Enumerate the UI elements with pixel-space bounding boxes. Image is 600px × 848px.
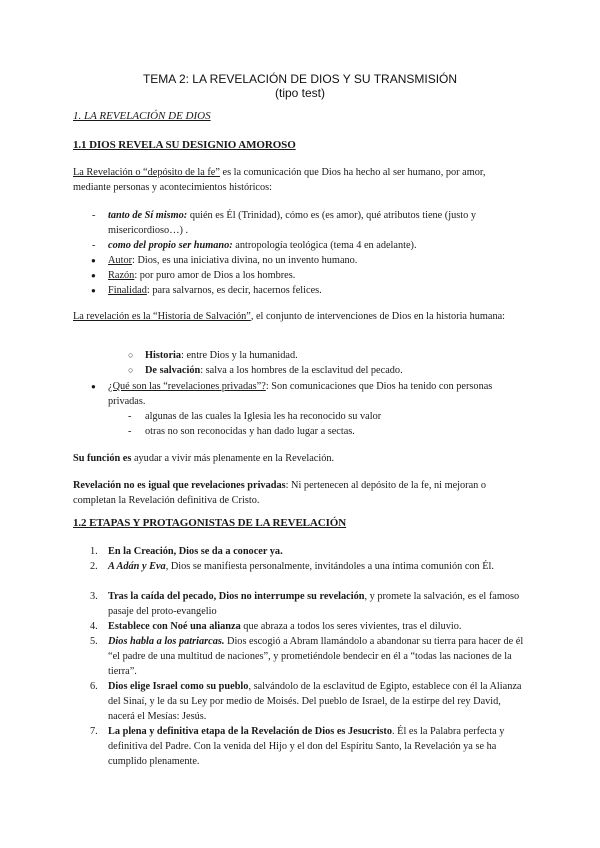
bullet-icon: ●	[91, 256, 96, 265]
intro-term: La Revelación o “depósito de la fe”	[73, 167, 220, 178]
list-item-bold: Tras la caída del pecado, Dios no interrumpe su revelación	[108, 591, 365, 602]
list-item	[108, 679, 528, 724]
list-number: 1.	[90, 546, 98, 557]
list-item-text: : Dios, es una iniciativa divina, no un invento humano.	[132, 255, 358, 266]
list-item-underlined: Finalidad	[108, 285, 147, 296]
list-marker: -	[128, 411, 132, 422]
list-item	[108, 208, 524, 238]
bullet-icon: ●	[91, 382, 96, 391]
list-item	[108, 283, 524, 298]
list-marker: -	[128, 426, 132, 437]
document-subtitle: (tipo test)	[274, 86, 325, 100]
intro-paragraph	[73, 165, 523, 195]
intro-text: es la comunicación que Dios ha hecho al ser humano, por amor, mediante personas y acontecimientos históricos:	[73, 167, 486, 193]
document-title: TEMA 2: LA REVELACIÓN DE DIOS Y SU TRANSMISIÓN	[142, 72, 458, 86]
list-item-bold: En la Creación, Dios se da a conocer ya.	[108, 546, 283, 557]
list-item-text: : salva a los hombres de la esclavitud del pecado.	[200, 365, 403, 376]
list-item: otras no son reconocidas y han dado lugar a sectas.	[145, 426, 355, 437]
funcion-text: ayudar a vivir más plenamente en la Revelación.	[131, 453, 335, 464]
list-item-text: quién es Él (Trinidad), cómo es (es amor), qué atributos tiene (justo y misericordioso…) .	[108, 210, 476, 236]
list-item-bold: como del propio ser humano:	[108, 240, 233, 251]
list-item-text: que abraza a todos los seres vivientes, tras el diluvio.	[240, 621, 462, 632]
list-item-bold: Historia	[145, 350, 182, 361]
list-item-text: : entre Dios y la humanidad.	[181, 350, 298, 361]
list-item-bold: Establece con Noé una alianza	[108, 621, 241, 632]
privadas-question: ¿Qué son las “revelaciones privadas”?	[108, 381, 266, 392]
list-number: 5.	[90, 636, 98, 647]
list-item-underlined: Razón	[108, 270, 135, 281]
list-item-bold: A Adán y Eva	[108, 561, 166, 572]
list-item	[108, 238, 524, 253]
bullet-icon: ●	[91, 286, 96, 295]
list-item-underlined: Autor	[108, 255, 133, 266]
list-item	[108, 619, 528, 634]
subsection-heading-1-2: 1.2 ETAPAS Y PROTAGONISTAS DE LA REVELACIÓN	[73, 517, 347, 529]
list-item-text: , salvándolo de la esclavitud de Egipto, establece con él la Alianza del Sinaí, y le da su Ley por medio de Moisés. Del pueblo de Israel, de la estirpe del rey David, nacerá el Mesías: Jesús.	[108, 681, 522, 722]
list-item-text: , Dios se manifiesta personalmente, invitándoles a una íntima comunión con Él.	[165, 561, 494, 572]
list-item-bold: tanto de Sí mismo:	[108, 210, 188, 221]
funcion-bold: Su función es	[73, 453, 132, 464]
list-number: 7.	[90, 726, 98, 737]
circle-bullet-icon: ○	[128, 365, 134, 375]
revelacion-note-paragraph	[73, 478, 523, 508]
privadas-text: : Son comunicaciones que Dios ha tenido con personas privadas.	[108, 381, 493, 407]
list-item-bold: Dios habla a los patriarcas.	[108, 636, 225, 647]
list-item-text: . Él es la Palabra perfecta y definitiva del Padre. Con la venida del Hijo y el don del Espíritu Santo, la Revelación ya se ha cumplido plenamente.	[108, 726, 505, 767]
list-item-text: : para salvarnos, es decir, hacernos felices.	[146, 285, 322, 296]
list-item-text: , y promete la salvación, es el famoso pasaje del proto-evangelio	[108, 591, 520, 617]
list-item	[108, 253, 524, 268]
list-item: algunas de las cuales la Iglesia les ha reconocido su valor	[145, 411, 382, 422]
list-item	[145, 363, 525, 378]
section-heading-1: 1. LA REVELACIÓN DE DIOS	[73, 110, 211, 122]
list-number: 3.	[90, 591, 98, 602]
list-item	[108, 559, 528, 574]
subsection-heading-1-1: 1.1 DIOS REVELA SU DESIGNIO AMOROSO	[73, 139, 296, 151]
list-number: 4.	[90, 621, 98, 632]
list-item	[108, 544, 528, 559]
list-item-text: : por puro amor de Dios a los hombres.	[134, 270, 296, 281]
revelacion-note-text: : Ni pertenecen al depósito de la fe, ni mejoran o completan la Revelación definitiva de Cristo.	[73, 480, 487, 506]
list-marker: -	[92, 210, 96, 221]
circle-bullet-icon: ○	[128, 350, 134, 360]
list-item-bold: La plena y definitiva etapa de la Revelación de Dios es Jesucristo	[108, 726, 393, 737]
list-item	[108, 589, 528, 619]
list-item	[108, 724, 528, 769]
bullet-icon: ●	[91, 271, 96, 280]
list-item-text: antropología teológica (tema 4 en adelante).	[232, 240, 417, 251]
list-marker: -	[92, 240, 96, 251]
list-item	[108, 634, 528, 679]
list-item	[145, 348, 525, 363]
list-item-bold: De salvación	[145, 365, 201, 376]
list-item	[108, 268, 524, 283]
historia-term: La revelación es la “Historia de Salvación”	[73, 311, 251, 322]
list-item-text: Dios escogió a Abram llamándolo a abandonar su tierra para hacer de él “el padre de una multitud de naciones”, y prometiéndole bendecir en él a “todas las naciones de la tierra”.	[108, 636, 524, 677]
funcion-paragraph	[73, 451, 523, 466]
privadas-item	[108, 379, 526, 409]
historia-text: , el conjunto de intervenciones de Dios en la historia humana:	[250, 311, 506, 322]
list-number: 2.	[90, 561, 98, 572]
list-item-bold: Dios elige Israel como su pueblo	[108, 681, 249, 692]
revelacion-note-bold: Revelación no es igual que revelaciones privadas	[73, 480, 286, 491]
historia-paragraph	[73, 309, 523, 324]
list-number: 6.	[90, 681, 98, 692]
